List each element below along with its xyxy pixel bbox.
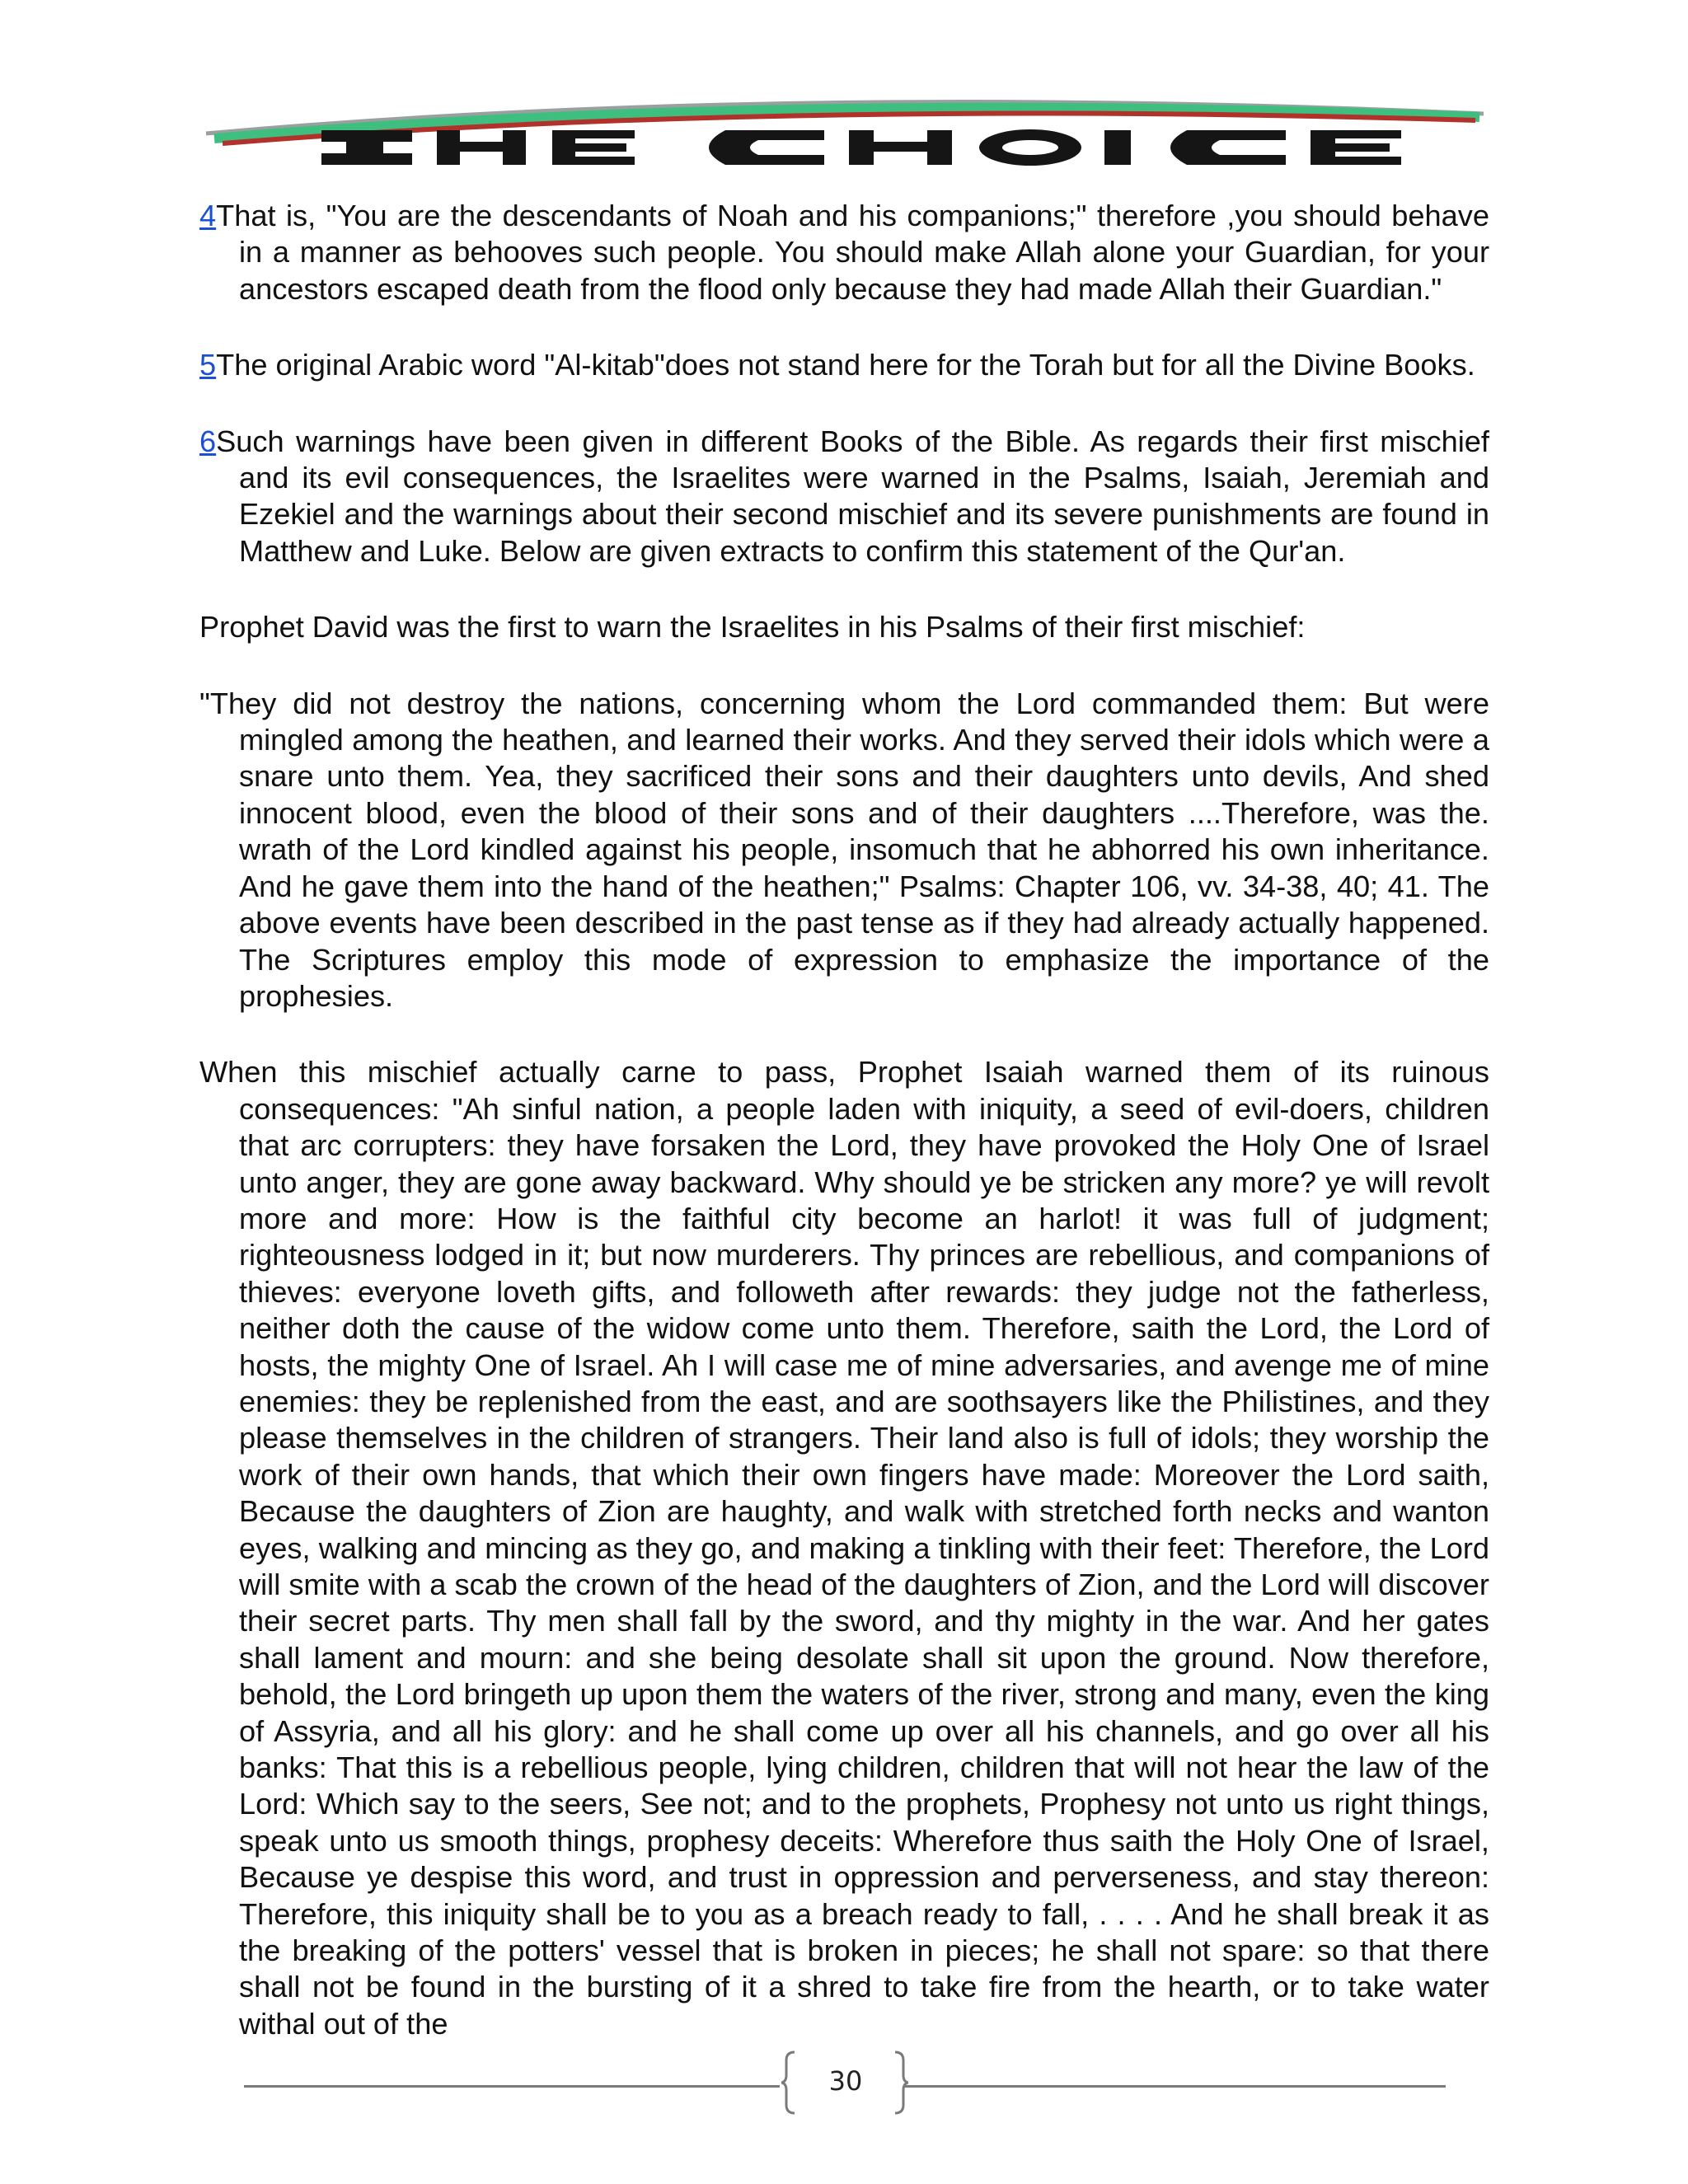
footnote-link-4[interactable]: 4 — [199, 199, 217, 232]
footnote-link-6[interactable]: 6 — [199, 424, 217, 458]
intro-paragraph: Prophet David was the first to warn the Israelites in his Psalms of their first mischief: — [199, 610, 1306, 644]
page-footer — [244, 2050, 1446, 2116]
logo-swoosh-icon — [198, 91, 1492, 181]
footnote-5 — [199, 347, 1489, 383]
page-body — [199, 198, 1489, 2082]
footnote-link-5[interactable]: 5 — [199, 348, 217, 382]
footnote-5-text: The original Arabic word "Al-kitab"does not stand here for the Torah but for all the Divine Books. — [216, 348, 1475, 382]
footer-rule-left — [244, 2085, 780, 2088]
footnote-6 — [199, 424, 1489, 570]
the-choice-logo — [198, 91, 1492, 181]
footnote-6-text: Such warnings have been given in different Books of the Bible. As regards their first mischief and its evil consequences, the Israelites were warned in the Psalms, Isaiah, Jeremiah and Ezekiel and the warnings about their second mischief and its severe punishments are found in Matthew and Luke. Below are given extracts to confirm this statement of the Qur'an. — [216, 424, 1489, 568]
isaiah-paragraph: When this mischief actually carne to pass, Prophet Isaiah warned them of its ruinous consequences: "Ah sinful nation, a people laden with iniquity, a seed of evil-doers, children that arc corrupters: they have forsaken the Lord, they have provoked the Holy One of Israel unto anger, they are gone away backward. Why should ye be stricken any more? ye will revolt more and more: How is the faithful city become an harlot! it was full of judgment; righteousness lodged in it; but now murderers. Thy princes are rebellious, and companions of thieves: everyone loveth gifts, and followeth after rewards: they judge not the fatherless, neither doth the cause of the widow come unto them. Therefore, saith the Lord, the Lord of hosts, the mighty One of Israel. Ah I will case me of mine adversaries, and avenge me of mine enemies: they be replenished from the east, and are soothsayers like the Philistines, and they please themselves in the children of strangers. Their land also is full of idols; they worship the work of their own hands, that which their own fingers have made: Moreover the Lord saith, Because the daughters of Zion are haughty, and walk with stretched forth necks and wanton eyes, walking and mincing as they go, and making a tinkling with their feet: Therefore, the Lord will smite with a scab the crown of the head of the daughters of Zion, and the Lord will discover their secret parts. Thy men shall fall by the sword, and thy mighty in the war. And her gates shall lament and mourn: and she being desolate shall sit upon the ground. Now therefore, behold, the Lord bringeth up upon them the waters of the river, strong and many, even the king of Assyria, and all his glory: and he shall come up over all his channels, and go over all his banks: That this is a rebellious people, lying children, children that will not hear the law of the Lord: Which say to the seers, See not; and to the prophets, Prophesy not unto us right things, speak unto us smooth things, prophesy deceits: Wherefore thus saith the Holy One of Israel, Because ye despise this word, and trust in oppression and perverseness, and stay thereon: Therefore, this iniquity shall be to you as a breach ready to fall, . . . . And he shall break it as the breaking of the potters' vessel that is broken in pieces; he shall not spare: so that there shall not be found in the bursting of it a shred to take fire from the hearth, or to take water withal out of the — [199, 1055, 1489, 2041]
page-number: 30 — [828, 2065, 863, 2097]
footer-rule-right — [903, 2085, 1446, 2088]
footnote-4-text: That is, "You are the descendants of Noah and his companions;" therefore ,you should behave in a manner as behooves such people. You should make Allah alone your Guardian, for your ancestors escaped death from the flood only because they had made Allah their Guardian." — [216, 199, 1489, 306]
psalms-quote-paragraph: "They did not destroy the nations, concerning whom the Lord commanded them: But were mingled among the heathen, and learned their works. And they served their idols which were a snare unto them. Yea, they sacrificed their sons and their daughters unto devils, And shed innocent blood, even the blood of their sons and of their daughters ....Therefore, was the. wrath of the Lord kindled against his people, insomuch that he abhorred his own inheritance. And he gave them into the hand of the heathen;" Psalms: Chapter 106, vv. 34-38, 40; 41. The above events have been described in the past tense as if they had already actually happened. The Scriptures employ this mode of expression to emphasize the importance of the prophesies. — [199, 686, 1489, 1013]
right-brace-icon — [892, 2050, 908, 2115]
left-brace-icon — [781, 2050, 798, 2115]
footnote-4 — [199, 198, 1489, 307]
